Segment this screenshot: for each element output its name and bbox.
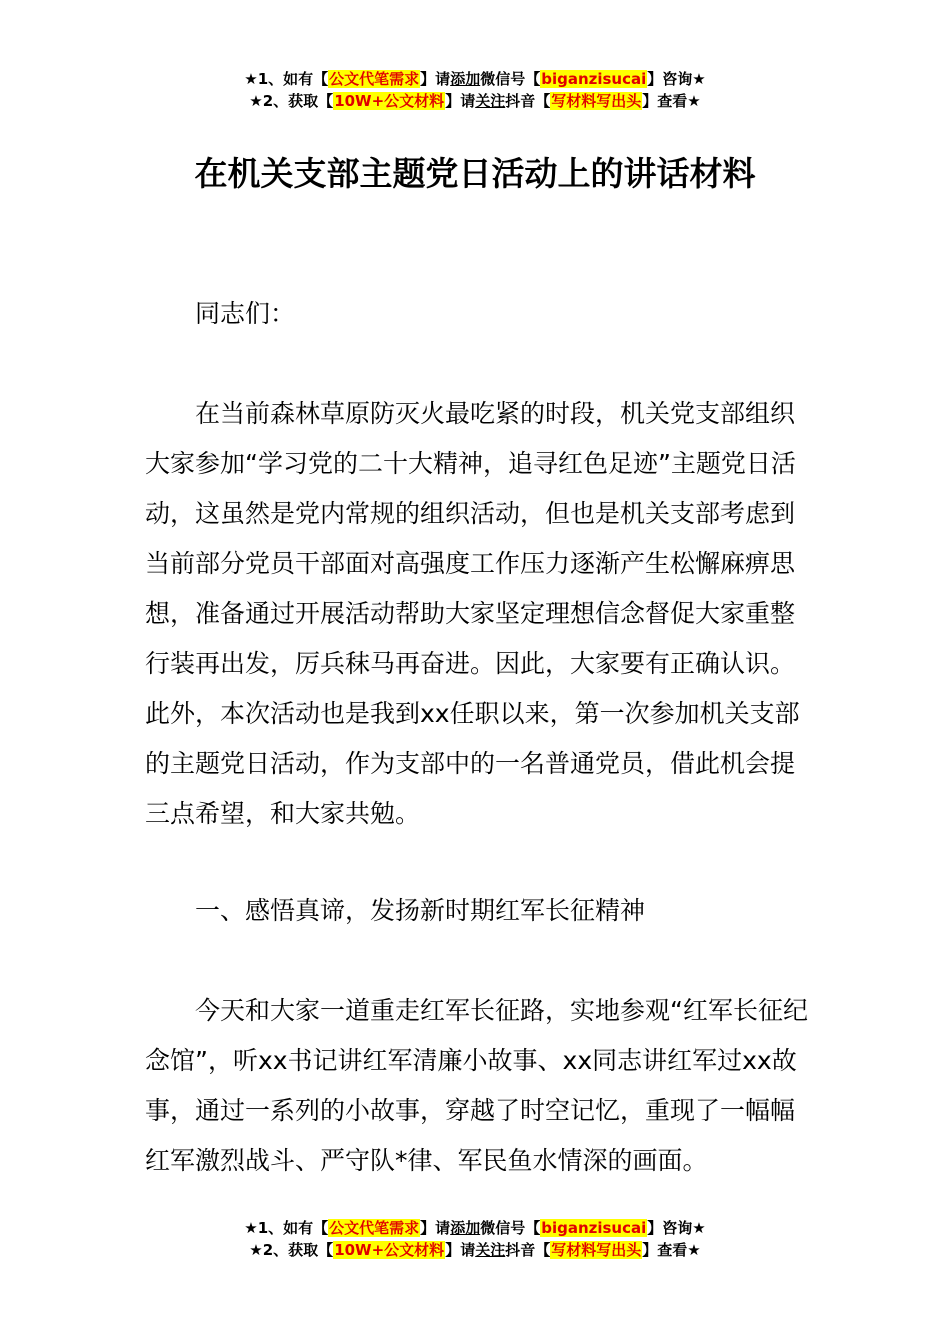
footer-line-1-mid2: 微信号【 [480,1219,541,1237]
banner-line-2-underlined: 关注 [475,92,506,110]
footer-line-2-underlined: 关注 [475,1241,506,1259]
paragraph-1-text: 在当前森林草原防灭火最吃紧的时段，机关党支部组织大家参加“学习党的二十大精神，追寻红色足迹”主题党日活动，这虽然是党内常规的组织活动，但也是机关支部考虑到当前部分党员干部面对高强度工作压力逐渐产生松懈麻痹思想，准备通过开展活动帮助大家坚定理想信念督促大家重整行装再出发，厉兵秣马再奋进。因此，大家要有正确认识。此外，本次活动也是我到xx任职以来，第一次参加机关支部的主题党日活动，作为支部中的一名普通党员，借此机会提三点希望，和大家共勉。 [145,399,800,828]
banner-line-2-highlight-materials: 10W+公文材料 [334,92,445,110]
footer-banner-line-2 [0,1239,950,1261]
banner-line-1 [0,68,950,90]
banner-line-2-mid2: 抖音【 [505,92,551,110]
banner-line-2-prefix: ★2、获取【 [249,92,334,110]
banner-line-2-suffix: 】查看★ [642,92,701,110]
footer-line-2-mid2: 抖音【 [505,1241,551,1259]
paragraph-2 [145,986,810,1186]
banner-line-1-highlight-service: 公文代笔需求 [329,70,420,88]
section-heading-1-text: 一、感悟真谛，发扬新时期红军长征精神 [195,896,646,925]
banner-line-1-underlined: 添加 [450,70,481,88]
paragraph-2-text: 今天和大家一道重走红军长征路，实地参观“红军长征纪念馆”，听xx书记讲红军清廉小故事、xx同志讲红军过xx故事，通过一系列的小故事，穿越了时空记忆，重现了一幅幅红军激烈战斗、严守队*律、军民鱼水情深的画面。 [145,996,808,1175]
document-title: 在机关支部主题党日活动上的讲话材料 [194,154,756,193]
footer-line-1-highlight-service: 公文代笔需求 [329,1219,420,1237]
banner-line-1-mid1: 】请 [420,70,451,88]
footer-line-1-mid1: 】请 [420,1219,451,1237]
footer-line-1-underlined: 添加 [450,1219,481,1237]
footer-line-1-suffix: 】咨询★ [647,1219,706,1237]
footer-line-2-mid1: 】请 [445,1241,476,1259]
footer-line-1-prefix: ★1、如有【 [244,1219,329,1237]
banner-line-2-mid1: 】请 [445,92,476,110]
paragraph-1 [145,389,810,839]
banner-line-2-highlight-douyin: 写材料写出头 [551,92,642,110]
footer-line-2-highlight-douyin: 写材料写出头 [551,1241,642,1259]
banner-line-1-mid2: 微信号【 [480,70,541,88]
footer-banner-line-1 [0,1217,950,1239]
banner-line-1-highlight-wechat: biganzisucai [541,70,647,88]
footer-banner [0,1217,950,1261]
header-banner [0,68,950,112]
banner-line-2 [0,90,950,112]
salutation-text: 同志们： [195,299,296,328]
section-heading-1 [145,886,810,936]
salutation [145,289,810,339]
footer-line-1-highlight-wechat: biganzisucai [541,1219,647,1237]
banner-line-1-suffix: 】咨询★ [647,70,706,88]
banner-line-1-prefix: ★1、如有【 [244,70,329,88]
footer-line-2-suffix: 】查看★ [642,1241,701,1259]
footer-line-2-prefix: ★2、获取【 [249,1241,334,1259]
footer-line-2-highlight-materials: 10W+公文材料 [334,1241,445,1259]
